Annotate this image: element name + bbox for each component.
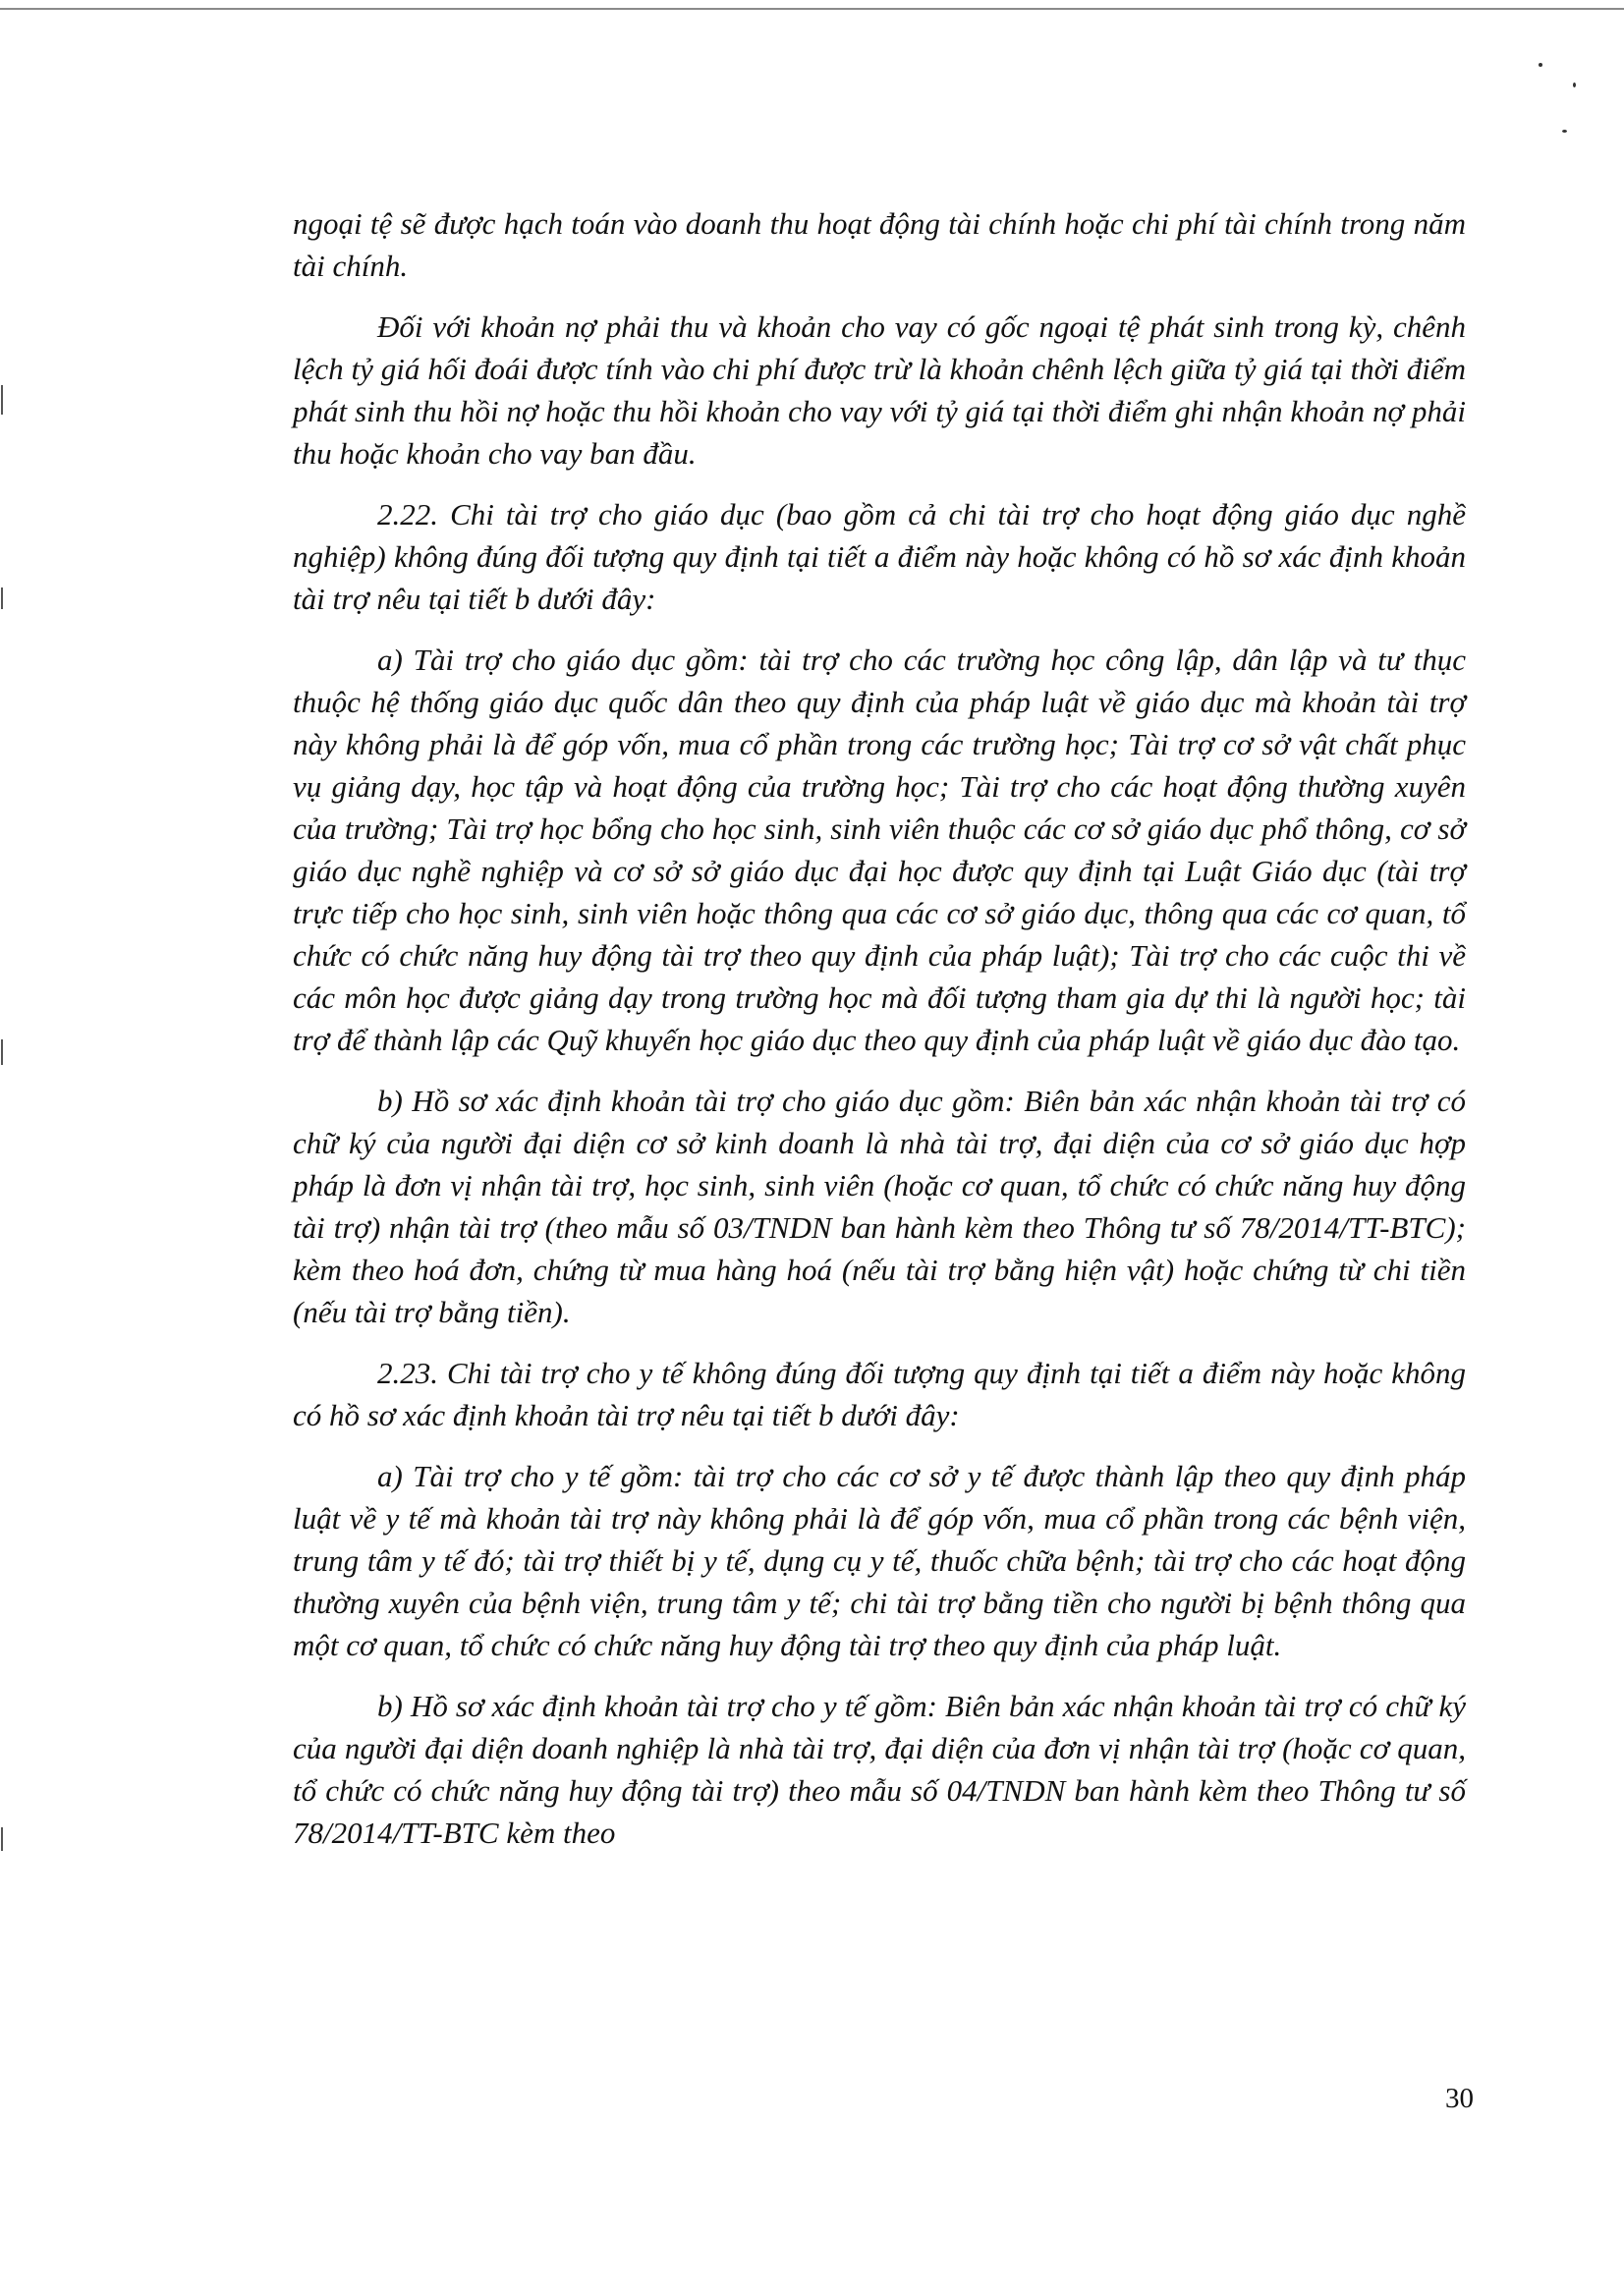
paragraph-education-sponsorship: a) Tài trợ cho giáo dục gồm: tài trợ cho các trường học công lập, dân lập và tư thục thuộc hệ thống giáo dục quốc dân theo quy định của pháp luật về giáo dục mà khoản tài trợ này không phải là để góp vốn, mua cổ phần trong các trường học; Tài trợ cơ sở vật chất phục vụ giảng dạy, học tập và hoạt động của trường học; Tài trợ cho các hoạt động thường xuyên của trường; Tài trợ học bổng cho học sinh, sinh viên thuộc các cơ sở giáo dục phổ thông, cơ sở giáo dục nghề nghiệp và cơ sở sở giáo dục đại học được quy định tại Luật Giáo dục (tài trợ trực tiếp cho học sinh, sinh viên hoặc thông qua các cơ sở giáo dục, thông qua các cơ quan, tổ chức có chức năng huy động tài trợ theo quy định của pháp luật); Tài trợ cho các cuộc thi về các môn học được giảng dạy trong trường học mà đối tượng tham gia dự thi là người học; tài trợ để thành lập các Quỹ khuyến học giáo dục theo quy định của pháp luật về giáo dục đào tạo. xyxy=(293,643,1466,1057)
scan-speck xyxy=(1573,83,1576,87)
scan-top-border xyxy=(0,8,1624,10)
body-text xyxy=(293,202,1466,1873)
scan-speck xyxy=(1562,130,1567,133)
paragraph-section-2-22: 2.22. Chi tài trợ cho giáo dục (bao gồm cả chi tài trợ cho hoạt động giáo dục nghề nghiệp) không đúng đối tượng quy định tại tiết a điểm này hoặc không có hồ sơ xác định khoản tài trợ nêu tại tiết b dưới đây: xyxy=(293,497,1466,616)
scan-speck xyxy=(1539,63,1542,67)
paragraph-education-dossier: b) Hồ sơ xác định khoản tài trợ cho giáo dục gồm: Biên bản xác nhận khoản tài trợ có chữ ký của người đại diện cơ sở kinh doanh là nhà tài trợ, đại diện của cơ sở giáo dục hợp pháp là đơn vị nhận tài trợ, học sinh, sinh viên (hoặc cơ quan, tổ chức có chức năng huy động tài trợ) nhận tài trợ (theo mẫu số 03/TNDN ban hành kèm theo Thông tư số 78/2014/TT-BTC); kèm theo hoá đơn, chứng từ mua hàng hoá (nếu tài trợ bằng hiện vật) hoặc chứng từ chi tiền (nếu tài trợ bằng tiền). xyxy=(293,1084,1466,1329)
paragraph-health-sponsorship: a) Tài trợ cho y tế gồm: tài trợ cho các cơ sở y tế được thành lập theo quy định pháp luật về y tế mà khoản tài trợ này không phải là để góp vốn, mua cổ phần trong các bệnh viện, trung tâm y tế đó; tài trợ thiết bị y tế, dụng cụ y tế, thuốc chữa bệnh; tài trợ cho các hoạt động thường xuyên của bệnh viện, trung tâm y tế; chi tài trợ bằng tiền cho người bị bệnh thông qua một cơ quan, tổ chức có chức năng huy động tài trợ theo quy định của pháp luật. xyxy=(293,1459,1466,1662)
page-number: 30 xyxy=(1445,2083,1474,2114)
scan-edge-mark xyxy=(1,1827,3,1851)
scan-edge-mark xyxy=(1,587,3,609)
paragraph-exchange-rate: Đối với khoản nợ phải thu và khoản cho vay có gốc ngoại tệ phát sinh trong kỳ, chênh lệch tỷ giá hối đoái được tính vào chi phí được trừ là khoản chênh lệch giữa tỷ giá tại thời điểm phát sinh thu hồi nợ hoặc thu hồi khoản cho vay với tỷ giá tại thời điểm ghi nhận khoản nợ phải thu hoặc khoản cho vay ban đầu. xyxy=(293,309,1466,471)
scan-edge-mark xyxy=(1,1039,3,1065)
paragraph-section-2-23: 2.23. Chi tài trợ cho y tế không đúng đối tượng quy định tại tiết a điểm này hoặc không có hồ sơ xác định khoản tài trợ nêu tại tiết b dưới đây: xyxy=(293,1356,1466,1432)
scan-edge-mark xyxy=(1,385,3,415)
paragraph-continuation: ngoại tệ sẽ được hạch toán vào doanh thu hoạt động tài chính hoặc chi phí tài chính trong năm tài chính. xyxy=(293,206,1466,283)
paragraph-health-dossier: b) Hồ sơ xác định khoản tài trợ cho y tế gồm: Biên bản xác nhận khoản tài trợ có chữ ký của người đại diện doanh nghiệp là nhà tài trợ, đại diện của đơn vị nhận tài trợ (hoặc cơ quan, tổ chức có chức năng huy động tài trợ) theo mẫu số 04/TNDN ban hành kèm theo Thông tư số 78/2014/TT-BTC kèm theo xyxy=(293,1689,1466,1850)
